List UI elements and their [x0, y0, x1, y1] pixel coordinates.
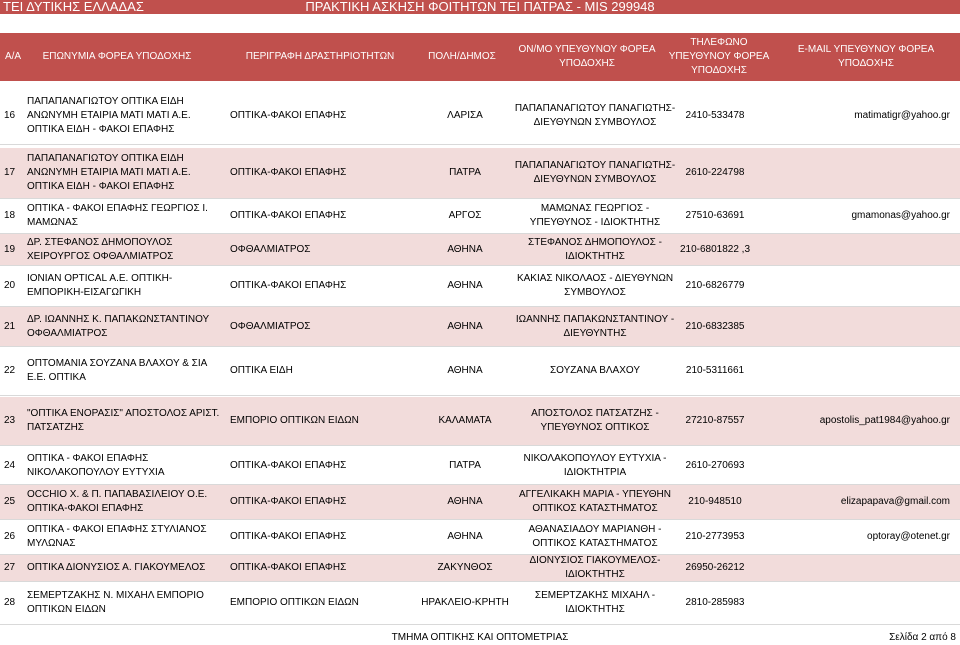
cell-resp: ΠΑΠΑΠΑΝΑΓΙΩΤΟΥ ΠΑΝΑΓΙΩΤΗΣ-ΔΙΕΥΘΥΝΩΝ ΣΥΜΒΟΥΛΟΣ	[514, 160, 676, 185]
cell-num: 26	[4, 531, 16, 542]
cell-name: ΣΕΜΕΡΤΖΑΚΗΣ Ν. ΜΙΧΑΗΛ ΕΜΠΟΡΙΟ ΟΠΤΙΚΩΝ ΕΙΔΩΝ	[27, 590, 204, 615]
cell-name: ΟΠΤΙΚΑ - ΦΑΚΟΙ ΕΠΑΦΗΣ ΓΕΩΡΓΙΟΣ Ι. ΜΑΜΩΝΑΣ	[27, 203, 208, 228]
cell-name: ΠΑΠΑΠΑΝΑΓΙΩΤΟΥ ΟΠΤΙΚΑ ΕΙΔΗ ΑΝΩΝΥΜΗ ΕΤΑΙΡΙΑ ΜΑΤΙ ΜΑΤΙ Α.Ε. ΟΠΤΙΚΑ ΕΙΔΗ - ΦΑΚΟΙ ΕΠΑΦΗΣ	[27, 153, 191, 192]
cell-num: 17	[4, 167, 16, 178]
table-row	[0, 520, 960, 555]
cell-desc: ΟΦΘΑΛΜΙΑΤΡΟΣ	[230, 243, 311, 255]
cell-desc: ΟΠΤΙΚΑ ΕΙΔΗ	[230, 365, 293, 376]
cell-num: 27	[4, 562, 16, 573]
cell-phone: 2410-533478	[685, 110, 745, 121]
cell-city: ΠΑΤΡΑ	[449, 167, 481, 178]
cell-phone: 210-6832385	[685, 320, 745, 332]
col-header-num: Α/Α	[4, 51, 22, 62]
cell-num: 28	[4, 597, 16, 608]
cell-email	[770, 266, 950, 306]
table-row	[0, 582, 960, 625]
cell-desc: ΟΠΤΙΚΑ-ΦΑΚΟΙ ΕΠΑΦΗΣ	[230, 210, 347, 221]
cell-city: ΑΘΗΝΑ	[447, 280, 483, 291]
cell-city: ΚΑΛΑΜΑΤΑ	[438, 415, 492, 426]
table-row	[0, 485, 960, 520]
cell-resp: ΣΤΕΦΑΝΟΣ ΔΗΜΟΠΟΥΛΟΣ - ΙΔΙΟΚΤΗΤΗΣ	[528, 236, 662, 262]
cell-email	[770, 555, 950, 581]
cell-resp: ΙΩΑΝΝΗΣ ΠΑΠΑΚΩΝΣΤΑΝΤΙΝΟΥ - ΔΙΕΥΘΥΝΤΗΣ	[515, 313, 675, 339]
cell-desc: ΟΠΤΙΚΑ-ΦΑΚΟΙ ΕΠΑΦΗΣ	[230, 280, 347, 291]
col-header-phone: ΤΗΛΕΦΩΝΟ ΥΠΕΥΘΥΝΟΥ ΦΟΡΕΑ ΥΠΟΔΟΧΗΣ	[668, 37, 770, 76]
table-row	[0, 347, 960, 396]
table-row	[0, 447, 960, 485]
cell-phone: 210-6801822 ,3	[679, 243, 751, 255]
col-header-desc: ΠΕΡΙΓΡΑΦΗ ΔΡΑΣΤΗΡΙΟΤΗΤΩΝ	[245, 51, 395, 62]
cell-num: 18	[4, 210, 16, 221]
cell-num: 21	[4, 320, 16, 332]
table-row	[0, 266, 960, 307]
cell-email: apostolis_pat1984@yahoo.gr	[819, 415, 950, 426]
cell-city: ΑΘΗΝΑ	[447, 243, 483, 255]
cell-name: ΠΑΠΑΠΑΝΑΓΙΩΤΟΥ ΟΠΤΙΚΑ ΕΙΔΗ ΑΝΩΝΥΜΗ ΕΤΑΙΡΙΑ ΜΑΤΙ ΜΑΤΙ Α.Ε. ΟΠΤΙΚΑ ΕΙΔΗ - ΦΑΚΟΙ ΕΠΑΦΗΣ	[27, 96, 191, 135]
cell-num: 24	[4, 459, 16, 471]
cell-desc: ΟΠΤΙΚΑ-ΦΑΚΟΙ ΕΠΑΦΗΣ	[230, 167, 347, 178]
cell-resp: ΑΓΓΕΛΙΚΑΚΗ ΜΑΡΙΑ - ΥΠΕΥΘΗΝ ΟΠΤΙΚΟΣ ΚΑΤΑΣΤΗΜΑΤΟΣ	[519, 489, 671, 514]
title-bar	[0, 0, 960, 14]
cell-desc: ΟΠΤΙΚΑ-ΦΑΚΟΙ ΕΠΑΦΗΣ	[230, 459, 347, 471]
cell-name: "ΟΠΤΙΚΑ ΕΝΟΡΑΣΙΣ" ΑΠΟΣΤΟΛΟΣ ΑΡΙΣΤ. ΠΑΤΣΑΤΖΗΣ	[27, 408, 220, 433]
cell-name: ΟΠΤΙΚΑ - ΦΑΚΟΙ ΕΠΑΦΗΣ ΝΙΚΟΛΑΚΟΠΟΥΛΟΥ ΕΥΤΥΧΙΑ	[27, 452, 165, 478]
table-row	[0, 88, 960, 145]
cell-desc: ΟΠΤΙΚΑ-ΦΑΚΟΙ ΕΠΑΦΗΣ	[230, 110, 347, 121]
cell-desc: ΟΠΤΙΚΑ-ΦΑΚΟΙ ΕΠΑΦΗΣ	[230, 531, 347, 542]
cell-city: ΠΑΤΡΑ	[449, 459, 481, 471]
cell-resp: ΔΙΟΝΥΣΙΟΣ ΓΙΑΚΟΥΜΕΛΟΣ-ΙΔΙΟΚΤΗΤΗΣ	[529, 555, 661, 580]
cell-city: ΑΘΗΝΑ	[447, 496, 483, 507]
cell-name: ΟΠΤΟΜΑΝΙΑ ΣΟΥΖΑΝΑ ΒΛΑΧΟΥ & ΣΙΑ Ε.Ε. ΟΠΤΙΚΑ	[27, 358, 207, 383]
cell-email: optoray@otenet.gr	[867, 531, 950, 542]
cell-email	[770, 307, 950, 346]
cell-resp: ΑΠΟΣΤΟΛΟΣ ΠΑΤΣΑΤΖΗΣ - ΥΠΕΥΘΥΝΟΣ ΟΠΤΙΚΟΣ	[531, 408, 659, 433]
cell-phone: 210-2773953	[685, 531, 745, 542]
cell-num: 22	[4, 365, 16, 376]
cell-name: ΟΠΤΙΚΑ - ΦΑΚΟΙ ΕΠΑΦΗΣ ΣΤΥΛΙΑΝΟΣ ΜΥΛΩΝΑΣ	[27, 524, 207, 549]
cell-resp: ΜΑΜΩΝΑΣ ΓΕΩΡΓΙΟΣ - ΥΠΕΥΘΥΝΟΣ - ΙΔΙΟΚΤΗΤΗΣ	[529, 203, 661, 228]
cell-city: ΑΡΓΟΣ	[448, 210, 482, 221]
cell-num: 25	[4, 496, 16, 507]
cell-phone: 210-948510	[688, 496, 742, 507]
page-number: Σελίδα 2 από 8	[889, 632, 956, 643]
cell-num: 20	[4, 280, 16, 291]
cell-resp: ΝΙΚΟΛΑΚΟΠΟΥΛΟΥ ΕΥΤΥΧΙΑ - ΙΔΙΟΚΤΗΤΡΙΑ	[523, 452, 667, 478]
cell-desc: ΟΠΤΙΚΑ-ΦΑΚΟΙ ΕΠΑΦΗΣ	[230, 562, 347, 573]
table-row	[0, 397, 960, 446]
cell-email: gmamonas@yahoo.gr	[851, 210, 950, 221]
table-row	[0, 555, 960, 582]
cell-email	[770, 582, 950, 624]
cell-city: ΑΘΗΝΑ	[447, 320, 483, 332]
cell-phone: 27210-87557	[685, 415, 745, 426]
cell-phone: 27510-63691	[685, 210, 745, 221]
table-row	[0, 148, 960, 199]
table-header	[0, 33, 960, 81]
institution-name: ΤΕΙ ΔΥΤΙΚΗΣ ΕΛΛΑΔΑΣ	[3, 0, 144, 14]
col-header-name: ΕΠΩΝΥΜΙΑ ΦΟΡΕΑ ΥΠΟΔΟΧΗΣ	[42, 51, 192, 62]
cell-desc: ΟΦΘΑΛΜΙΑΤΡΟΣ	[230, 320, 311, 332]
cell-email	[770, 347, 950, 395]
cell-desc: ΕΜΠΟΡΙΟ ΟΠΤΙΚΩΝ ΕΙΔΩΝ	[230, 597, 359, 608]
cell-desc: ΕΜΠΟΡΙΟ ΟΠΤΙΚΩΝ ΕΙΔΩΝ	[230, 415, 359, 426]
cell-name: ΙΟΝΙΑΝ OPTICAL Α.Ε. ΟΠΤΙΚΗ-ΕΜΠΟΡΙΚΗ-ΕΙΣΑΓΩΓΙΚΗ	[27, 273, 173, 298]
footer-department: ΤΜΗΜΑ ΟΠΤΙΚΗΣ ΚΑΙ ΟΠΤΟΜΕΤΡΙΑΣ	[391, 632, 569, 643]
cell-resp: ΠΑΠΑΠΑΝΑΓΙΩΤΟΥ ΠΑΝΑΓΙΩΤΗΣ-ΔΙΕΥΘΥΝΩΝ ΣΥΜΒΟΥΛΟΣ	[514, 103, 676, 128]
col-header-email: E-MAIL ΥΠΕΥΘΥΝΟΥ ΦΟΡΕΑ ΥΠΟΔΟΧΗΣ	[797, 44, 935, 69]
cell-email: matimatigr@yahoo.gr	[854, 110, 950, 121]
cell-email	[770, 148, 950, 198]
cell-email	[770, 447, 950, 484]
cell-phone: 2610-270693	[685, 459, 745, 471]
cell-city: ΛΑΡΙΣΑ	[447, 110, 483, 121]
cell-name: OCCHIO Χ. & Π. ΠΑΠΑΒΑΣΙΛΕΙΟΥ Ο.Ε. ΟΠΤΙΚΑ-ΦΑΚΟΙ ΕΠΑΦΗΣ	[27, 489, 208, 514]
table-row	[0, 307, 960, 347]
cell-resp: ΚΑΚΙΑΣ ΝΙΚΟΛΑΟΣ - ΔΙΕΥΘΥΝΩΝ ΣΥΜΒΟΥΛΟΣ	[516, 273, 674, 298]
cell-phone: 210-5311661	[685, 365, 745, 376]
col-header-resp: ΟΝ/ΜΟ ΥΠΕΥΘΥΝΟΥ ΦΟΡΕΑ ΥΠΟΔΟΧΗΣ	[518, 44, 656, 69]
cell-phone: 210-6826779	[685, 280, 745, 291]
table-row	[0, 199, 960, 234]
cell-email: elizapapava@gmail.com	[840, 496, 950, 507]
col-header-city: ΠΟΛΗ/ΔΗΜΟΣ	[428, 51, 496, 62]
cell-num: 16	[4, 110, 16, 121]
cell-resp: ΑΘΑΝΑΣΙΑΔΟΥ ΜΑΡΙΑΝΘΗ - ΟΠΤΙΚΟΣ ΚΑΤΑΣΤΗΜΑΤΟΣ	[528, 524, 662, 549]
cell-num: 19	[4, 243, 16, 255]
cell-name: ΔΡ. ΙΩΑΝΝΗΣ Κ. ΠΑΠΑΚΩΝΣΤΑΝΤΙΝΟΥ ΟΦΘΑΛΜΙΑΤΡΟΣ	[27, 313, 210, 339]
cell-resp: ΣΟΥΖΑΝΑ ΒΛΑΧΟΥ	[549, 365, 641, 376]
cell-city: ΑΘΗΝΑ	[447, 365, 483, 376]
cell-city: ΖΑΚΥΝΘΟΣ	[437, 562, 493, 573]
table-row	[0, 234, 960, 266]
cell-phone: 2810-285983	[685, 597, 745, 608]
cell-resp: ΣΕΜΕΡΤΖΑΚΗΣ ΜΙΧΑΗΛ - ΙΔΙΟΚΤΗΤΗΣ	[534, 590, 656, 615]
cell-name: ΟΠΤΙΚΑ ΔΙΟΝΥΣΙΟΣ Α. ΓΙΑΚΟΥΜΕΛΟΣ	[27, 562, 206, 573]
cell-city: ΗΡΑΚΛΕΙΟ-ΚΡΗΤΗ	[421, 597, 509, 608]
cell-num: 23	[4, 415, 16, 426]
cell-desc: ΟΠΤΙΚΑ-ΦΑΚΟΙ ΕΠΑΦΗΣ	[230, 496, 347, 507]
document-title: ΠΡΑΚΤΙΚΗ ΑΣΚΗΣΗ ΦΟΙΤΗΤΩΝ ΤΕΙ ΠΑΤΡΑΣ - MIS 299948	[305, 0, 655, 14]
cell-email	[770, 234, 950, 265]
cell-name: ΔΡ. ΣΤΕΦΑΝΟΣ ΔΗΜΟΠΟΥΛΟΣ ΧΕΙΡΟΥΡΓΟΣ ΟΦΘΑΛΜΙΑΤΡΟΣ	[27, 236, 174, 262]
cell-city: ΑΘΗΝΑ	[447, 531, 483, 542]
cell-phone: 2610-224798	[685, 167, 745, 178]
cell-phone: 26950-26212	[685, 562, 745, 573]
